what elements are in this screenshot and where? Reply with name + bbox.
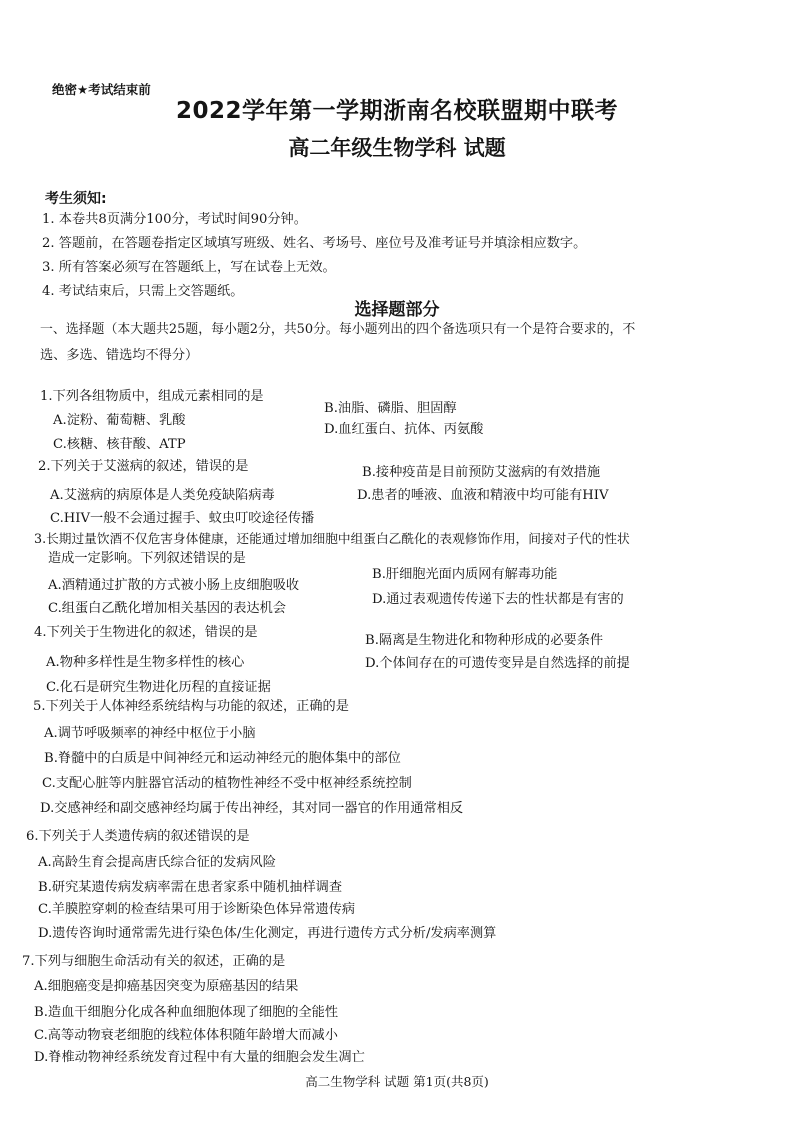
notice-item: 3. 所有答案必须写在答题纸上，写在试卷上无效。 [42, 260, 336, 275]
option-b: B.隔离是生物进化和物种形成的必要条件 [365, 633, 604, 648]
question-stem: 5.下列关于人体神经系统结构与功能的叙述，正确的是 [33, 699, 349, 714]
option-c: C.高等动物衰老细胞的线粒体体积随年龄增大而减小 [34, 1028, 338, 1043]
option-d: D.交感神经和副交感神经均属于传出神经，其对同一器官的作用通常相反 [40, 801, 464, 816]
option-d: D.患者的唾液、血液和精液中均可能有HIV [357, 488, 609, 503]
option-d: D.脊椎动物神经系统发育过程中有大量的细胞会发生凋亡 [34, 1050, 365, 1065]
option-b: B.脊髓中的白质是中间神经元和运动神经元的胞体集中的部位 [44, 751, 401, 766]
option-c: C.核糖、核苷酸、ATP [53, 437, 186, 452]
question-stem: 4.下列关于生物进化的叙述，错误的是 [34, 625, 258, 640]
section-intro: 一、选择题（本大题共25题，每小题2分，共50分。每小题列出的四个备选项只有一个是符合要求的，不 [40, 322, 636, 337]
option-c: C.HIV一般不会通过握手、蚊虫叮咬途径传播 [50, 511, 315, 526]
page-footer: 高二生物学科 试题 第1页(共8页) [305, 1074, 489, 1089]
option-d: D.遗传咨询时通常需先进行染色体/生化测定，再进行遗传方式分析/发病率测算 [38, 926, 497, 941]
option-b: B.肝细胞光面内质网有解毒功能 [372, 567, 558, 582]
option-d: D.血红蛋白、抗体、丙氨酸 [324, 422, 484, 437]
notice-item: 4. 考试结束后，只需上交答题纸。 [42, 284, 244, 299]
option-b: B.接种疫苗是目前预防艾滋病的有效措施 [362, 465, 601, 480]
notice-item: 1. 本卷共8页满分100分，考试时间90分钟。 [42, 212, 307, 227]
question-stem: 3.长期过量饮酒不仅危害身体健康，还能通过增加细胞中组蛋白乙酰化的表观修饰作用，间接对子代的性状 [34, 531, 630, 546]
option-b: B.造血干细胞分化成各种血细胞体现了细胞的全能性 [34, 1005, 339, 1020]
option-c: C.支配心脏等内脏器官活动的植物性神经不受中枢神经系统控制 [42, 776, 412, 791]
option-a: A.调节呼吸频率的神经中枢位于小脑 [44, 726, 256, 741]
question-stem: 造成一定影响。下列叙述错误的是 [48, 551, 246, 566]
option-c: C.组蛋白乙酰化增加相关基因的表达机会 [48, 601, 286, 616]
option-a: A.物种多样性是生物多样性的核心 [46, 655, 245, 670]
exam-subtitle: 高二年级生物学科 试题 [288, 136, 506, 160]
option-c: C.化石是研究生物进化历程的直接证据 [46, 680, 271, 695]
option-d: D.通过表观遗传传递下去的性状都是有害的 [372, 592, 624, 607]
exam-title: 2022学年第一学期浙南名校联盟期中联考 [175, 98, 618, 124]
option-c: C.羊膜腔穿刺的检查结果可用于诊断染色体异常遗传病 [38, 902, 356, 917]
section-intro: 选、多选、错选均不得分） [40, 348, 199, 363]
option-a: A.高龄生育会提高唐氏综合征的发病风险 [38, 855, 276, 870]
section-title: 选择题部分 [354, 300, 440, 320]
notice-title: 考生须知: [45, 191, 107, 207]
question-stem: 1.下列各组物质中，组成元素相同的是 [40, 389, 264, 404]
option-a: A.淀粉、葡萄糖、乳酸 [53, 413, 186, 428]
question-stem: 6.下列关于人类遗传病的叙述错误的是 [26, 829, 250, 844]
option-a: A.艾滋病的病原体是人类免疫缺陷病毒 [50, 488, 275, 503]
option-d: D.个体间存在的可遗传变异是自然选择的前提 [365, 656, 630, 671]
confidential-label: 绝密★考试结束前 [52, 82, 151, 97]
option-a: A.细胞癌变是抑癌基因突变为原癌基因的结果 [34, 979, 299, 994]
option-b: B.油脂、磷脂、胆固醇 [324, 401, 457, 416]
question-stem: 2.下列关于艾滋病的叙述，错误的是 [38, 459, 249, 474]
notice-item: 2. 答题前，在答题卷指定区域填写班级、姓名、考场号、座位号及准考证号并填涂相应数字。 [42, 236, 587, 251]
option-a: A.酒精通过扩散的方式被小肠上皮细胞吸收 [48, 578, 300, 593]
question-stem: 7.下列与细胞生命活动有关的叙述，正确的是 [22, 954, 286, 969]
option-b: B.研究某遗传病发病率需在患者家系中随机抽样调查 [38, 880, 343, 895]
